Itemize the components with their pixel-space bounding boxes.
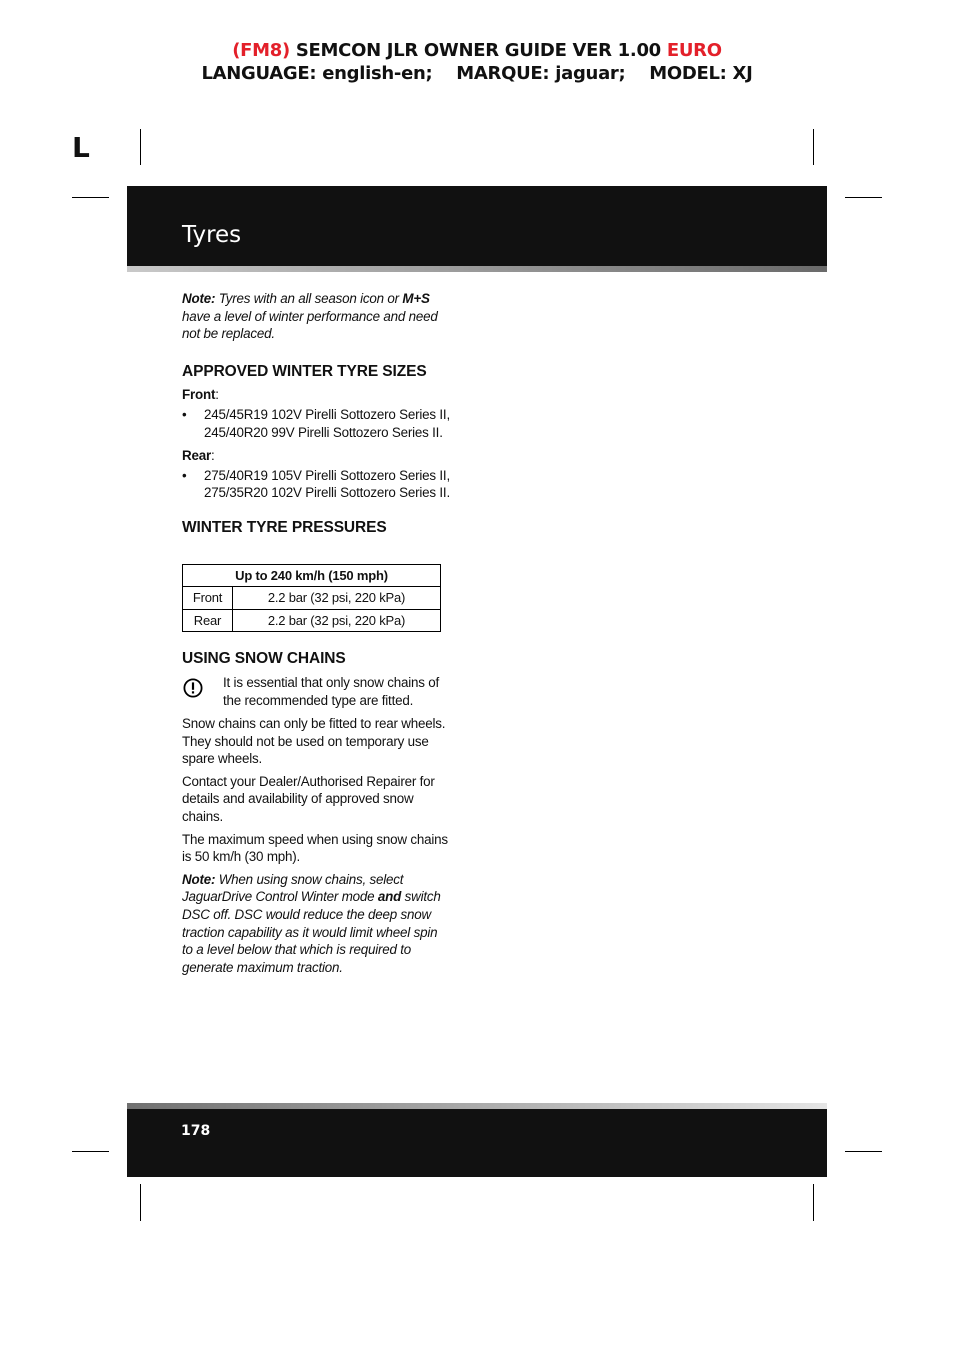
note-text: have a level of winter performance and need not be replaced. [182, 308, 438, 342]
crop-mark [140, 1184, 141, 1221]
table-row [183, 564, 441, 587]
crop-mark [845, 197, 882, 198]
front-label-text: Front [182, 387, 216, 403]
header-region: EURO [666, 40, 722, 61]
colon: : [215, 387, 219, 403]
front-label [182, 386, 450, 404]
approved-heading: APPROVED WINTER TYRE SIZES [182, 362, 427, 380]
table-row [183, 587, 441, 610]
banner-underline [127, 266, 827, 272]
header-tag: (FM8) [232, 40, 290, 61]
chains-paragraph: Snow chains can only be fitted to rear wheels. They should not be used on temporary use spare wheels. [182, 716, 446, 767]
table-cell: Rear [183, 609, 233, 632]
rear-list [182, 467, 450, 502]
page-number: 178 [181, 1123, 211, 1139]
warning-exclamation-icon [183, 678, 203, 698]
front-list [182, 406, 450, 441]
colon: : [210, 448, 215, 464]
note-label: Note: [182, 871, 216, 887]
crop-mark [845, 1151, 882, 1152]
list-item: • 245/45R19 102V Pirelli Sottozero Series II, 245/40R20 99V Pirelli Sottozero Series II. [182, 406, 450, 441]
header-title: SEMCON JLR OWNER GUIDE VER 1.00 [289, 40, 667, 61]
content-column [182, 290, 450, 996]
table-header: Up to 240 km/h (150 mph) [183, 564, 441, 587]
crop-mark [140, 129, 141, 165]
chains-paragraph: Contact your Dealer/Authorised Repairer for details and availability of approved snow chains. [182, 773, 435, 825]
list-item: • 275/40R19 105V Pirelli Sottozero Series II, 275/35R20 102V Pirelli Sottozero Series II. [182, 467, 450, 502]
note-label: Note: [182, 291, 216, 306]
warning-text: It is essential that only snow chains of the recommended type are fitted. [223, 674, 440, 708]
rear-label [182, 447, 450, 465]
note-text: Tyres with an all season icon or [215, 291, 403, 306]
pressures-heading: WINTER TYRE PRESSURES [182, 518, 387, 536]
warning-box [182, 674, 450, 709]
doc-header-line2: LANGUAGE: english-en; MARQUE: jaguar; MODEL: XJ [201, 63, 753, 84]
doc-header-line1 [0, 40, 954, 61]
section-banner [127, 186, 827, 266]
table-row [183, 609, 441, 632]
crop-mark [72, 197, 109, 198]
corner-letter: L [72, 131, 90, 164]
chains-paragraph: The maximum speed when using snow chains is 50 km/h (30 mph). [182, 831, 448, 865]
chains-heading: USING SNOW CHAINS [182, 650, 346, 668]
note-text: switch DSC off. DSC would reduce the deep snow traction capability as it would limit wheel spin to a level below that which is required to generate maximum traction. [182, 889, 441, 975]
crop-mark [72, 1151, 109, 1152]
note-all-season [182, 290, 450, 343]
crop-mark [813, 129, 814, 165]
rear-label-text: Rear [182, 448, 211, 464]
section-title: Tyres [182, 222, 242, 248]
pressure-table [182, 564, 441, 633]
note-text: When using snow chains, select JaguarDrive Control Winter mode [182, 871, 404, 905]
table-cell: 2.2 bar (32 psi, 220 kPa) [233, 587, 441, 610]
footer-bar [127, 1109, 827, 1177]
table-cell: 2.2 bar (32 psi, 220 kPa) [233, 609, 441, 632]
note-snow-chains [182, 871, 450, 977]
note-bold: M+S [402, 291, 430, 306]
note-bold: and [377, 889, 402, 905]
crop-mark [813, 1184, 814, 1221]
table-cell: Front [183, 587, 233, 610]
